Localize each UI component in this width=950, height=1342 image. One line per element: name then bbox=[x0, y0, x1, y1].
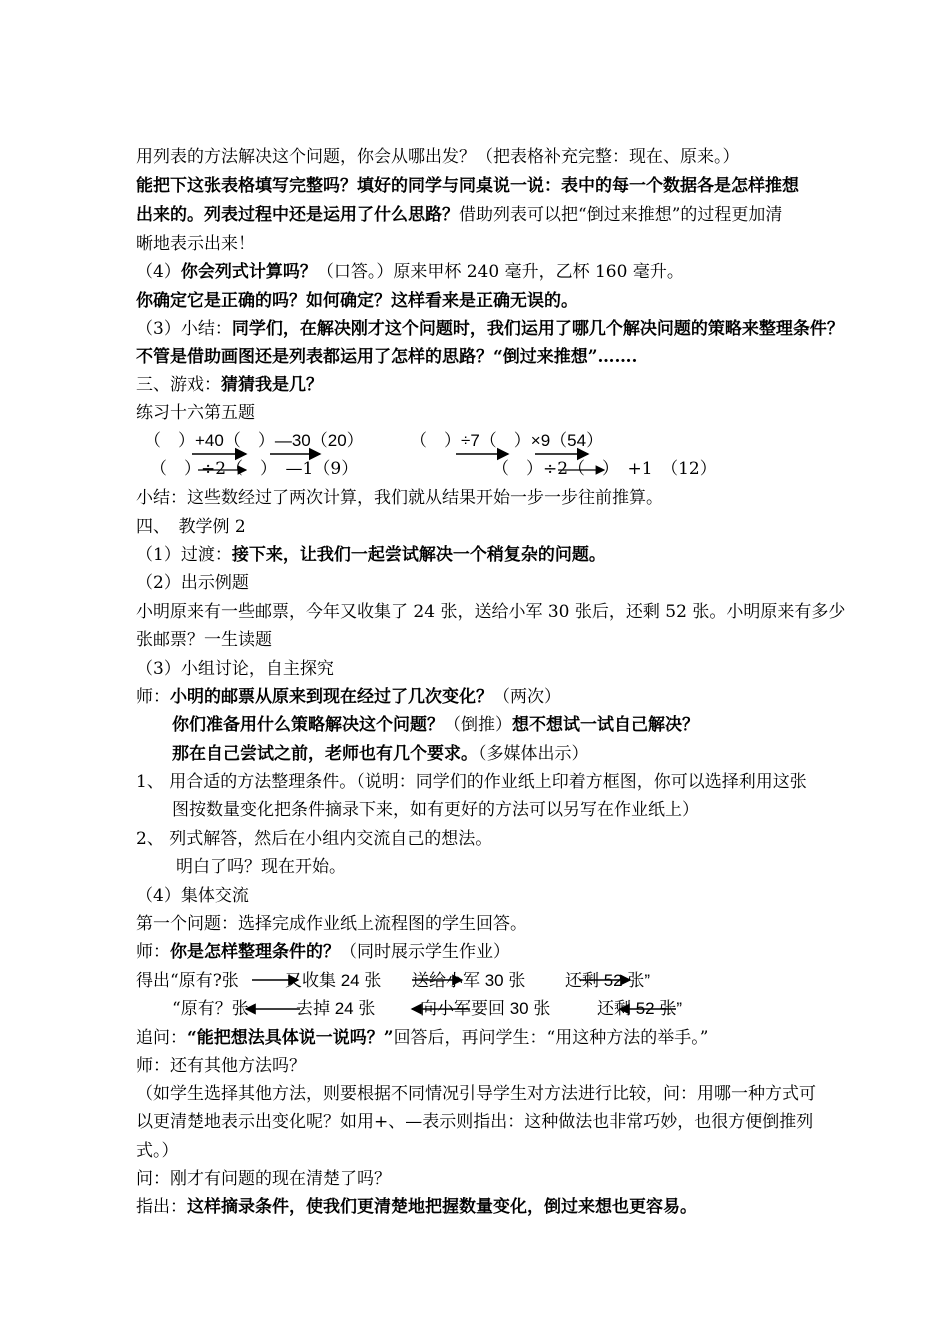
list-item: 1、 用合适的方法整理条件。（说明：同学们的作业纸上印着方框图，你可以选择利用这张 bbox=[136, 772, 807, 792]
flow-step: 送给小军 30 张 bbox=[412, 971, 526, 990]
flow-step: 还剩 52 张” bbox=[565, 971, 651, 990]
text-bold: 这样摘录条件，使我们更清楚地把握数量变化，倒过来想也更容易。 bbox=[187, 1197, 697, 1217]
text-line bbox=[136, 1196, 697, 1218]
text-span: （同时展示学生作业） bbox=[340, 942, 510, 962]
text-line: （3）小组讨论，自主探究 bbox=[136, 659, 334, 679]
flow-step: 得出“原有?张 bbox=[136, 971, 239, 991]
text-span: （3）小结： bbox=[136, 319, 232, 339]
text-line: 能把下这张表格填写完整吗？填好的同学与同桌说一说：表中的每一个数据各是怎样推想 bbox=[136, 176, 799, 196]
text-span: 师： bbox=[136, 942, 170, 962]
text-line bbox=[172, 743, 589, 765]
text-bold: 猜猜我是几？ bbox=[221, 375, 323, 395]
text-line bbox=[136, 318, 844, 340]
list-item: 2、 列式解答，然后在小组内交流自己的想法。 bbox=[136, 829, 493, 849]
text-line: （如学生选择其他方法，则要根据不同情况引导学生对方法进行比较，问：用哪一种方式可 bbox=[136, 1084, 816, 1104]
text-line: 你确定它是正确的吗？如何确定？这样看来是正确无误的。 bbox=[136, 291, 578, 311]
flow-step: 去掉 24 张 bbox=[296, 999, 376, 1018]
text-span: （两次） bbox=[493, 687, 561, 707]
text-line: 小明原来有一些邮票，今年又收集了 24 张，送给小军 30 张后，还剩 52 张。小明原来有多少 bbox=[136, 602, 846, 622]
text-line: （4）集体交流 bbox=[136, 886, 249, 906]
text-bold: 你是怎样整理条件的？ bbox=[170, 942, 340, 962]
exercise-chain-2: （ ）÷7（ ）×9（54） bbox=[410, 431, 604, 450]
exercise-chain-4: （ ）÷2（ ） +1 （12） bbox=[492, 459, 717, 479]
text-line bbox=[136, 1027, 708, 1049]
text-line bbox=[172, 714, 699, 736]
text-line bbox=[136, 204, 782, 226]
text-span: 指出： bbox=[136, 1197, 187, 1217]
text-bold: 那在自己尝试之前，老师也有几个要求。 bbox=[172, 744, 478, 764]
text-span: （口答。）原来甲杯 240 毫升，乙杯 160 毫升。 bbox=[316, 262, 684, 282]
text-line: 练习十六第五题 bbox=[136, 403, 255, 423]
text-bold: “能把想法具体说一说吗？” bbox=[187, 1028, 394, 1048]
text-bold: 出来的。列表过程中还是运用了什么思路？ bbox=[136, 205, 459, 225]
text-span: （多媒体出示） bbox=[478, 744, 589, 764]
flow-step: “原有？张 bbox=[172, 999, 249, 1019]
text-bold: 小明的邮票从原来到现在经过了几次变化？ bbox=[170, 687, 493, 707]
text-line: 第一个问题：选择完成作业纸上流程图的学生回答。 bbox=[136, 914, 527, 934]
text-line: 明白了吗？现在开始。 bbox=[176, 857, 346, 877]
flow-step: 向小军要回 30 张 bbox=[420, 999, 551, 1018]
text-line: （2）出示例题 bbox=[136, 573, 249, 593]
text-line: 式。） bbox=[136, 1141, 179, 1161]
text-line: 问：刚才有问题的现在清楚了吗？ bbox=[136, 1169, 391, 1189]
text-bold: 同学们，在解决刚才这个问题时，我们运用了哪几个解决问题的策略来整理条件？ bbox=[231, 319, 844, 339]
text-line bbox=[136, 544, 606, 566]
text-line: 图按数量变化把条件摘录下来，如有更好的方法可以另写在作业纸上） bbox=[172, 800, 699, 820]
text-span: 师： bbox=[136, 687, 170, 707]
text-span: 三、游戏： bbox=[136, 375, 221, 395]
text-span: 回答后，再问学生：“用这种方法的举手。” bbox=[393, 1028, 709, 1048]
flow-step: 还剩 52 张” bbox=[597, 999, 683, 1018]
exercise-chain-1: （ ）+40（ ）—30（20） bbox=[144, 431, 364, 450]
text-line: 不管是借助画图还是列表都运用了怎样的思路？“倒过来推想”……. bbox=[136, 347, 638, 367]
section-heading: 四、 教学例 2 bbox=[136, 517, 246, 537]
text-span: （倒推） bbox=[444, 715, 512, 735]
text-bold: 你们准备用什么策略解决这个问题？ bbox=[172, 715, 444, 735]
text-line: 以更清楚地表示出变化呢？如用+、—表示则指出：这种做法也非常巧妙，也很方便倒推列 bbox=[136, 1112, 814, 1132]
text-line bbox=[136, 941, 510, 963]
text-span: 借助列表可以把“倒过来推想”的过程更加清 bbox=[459, 205, 783, 225]
exercise-chain-3: （ ）÷2（ ） —1（9） bbox=[150, 459, 359, 479]
text-line: 用列表的方法解决这个问题，你会从哪出发？（把表格补充完整：现在、原来。） bbox=[136, 147, 740, 167]
text-line: 小结：这些数经过了两次计算，我们就从结果开始一步一步往前推算。 bbox=[136, 488, 663, 508]
text-line: 张邮票？一生读题 bbox=[136, 630, 272, 650]
flow-step: 又收集 24 张 bbox=[285, 971, 382, 990]
text-bold: 想不想试一试自己解决？ bbox=[512, 715, 699, 735]
text-span: （1）过渡： bbox=[136, 545, 232, 565]
text-line: 师：还有其他方法吗？ bbox=[136, 1056, 306, 1076]
text-span: 追问： bbox=[136, 1028, 187, 1048]
section-heading bbox=[136, 374, 323, 396]
text-line: 晰地表示出来！ bbox=[136, 234, 255, 254]
text-span: （4） bbox=[136, 262, 181, 282]
text-line bbox=[136, 686, 561, 708]
text-line bbox=[136, 261, 684, 283]
text-bold: 接下来，让我们一起尝试解决一个稍复杂的问题。 bbox=[231, 545, 606, 565]
text-bold: 你会列式计算吗？ bbox=[180, 262, 317, 282]
